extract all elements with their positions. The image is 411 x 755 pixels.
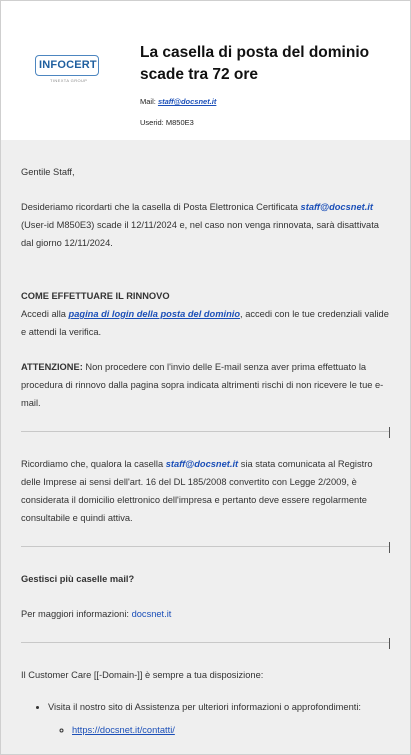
login-page-link[interactable]: pagina di login della posta del dominio xyxy=(68,309,241,319)
divider-tick xyxy=(389,542,390,553)
email-body xyxy=(1,140,410,739)
attention-paragraph xyxy=(21,358,390,412)
intro-text-1: Desideriamo ricordarti che la casella di Posta Elettronica Certificata xyxy=(21,202,301,212)
mail-line xyxy=(140,97,216,107)
renew-heading: COME EFFETTUARE IL RINNOVO xyxy=(21,291,170,301)
list-item xyxy=(72,721,390,739)
registro-text-2: sia stata comunicata al Registro delle Imprese ai sensi dell'art. 16 del DL 185/2008 convertito con Legge 2/2009, è considerata il domicilio elettronico dell'impresa e pertanto deve essere regolarmente consultabile e quindi attiva. xyxy=(21,459,373,523)
intro-paragraph xyxy=(21,198,390,252)
infocert-logo xyxy=(35,55,101,87)
email-header xyxy=(1,1,410,140)
list-item xyxy=(48,698,390,739)
userid-line xyxy=(140,118,194,128)
mail-label: Mail: xyxy=(140,97,156,106)
registro-email-link[interactable]: staff@docsnet.it xyxy=(165,459,239,469)
logo-text: INFOCERT xyxy=(39,59,97,71)
userid-value: M850E3 xyxy=(165,118,194,127)
registro-text-1: Ricordiamo che, qualora la casella xyxy=(21,459,166,469)
contacts-link[interactable]: https://docsnet.it/contatti/ xyxy=(72,725,175,735)
info-paragraph xyxy=(21,605,390,623)
renew-text-2: , accedi con le tue credenziali valide e attendi la verifica. xyxy=(21,309,389,337)
bullet-text: Visita il nostro sito di Assistenza per ulteriori informazioni o approfondimenti: xyxy=(48,702,361,712)
care-text: Il Customer Care [[-Domain-]] è sempre a tua disposizione: xyxy=(21,670,264,680)
registro-paragraph xyxy=(21,455,390,527)
greeting: Gentile Staff, xyxy=(21,167,75,177)
info-link[interactable]: docsnet.it xyxy=(131,609,172,619)
renew-text-1: Accedi alla xyxy=(21,309,69,319)
email-title: La casella di posta del dominio scade tra 72 ore xyxy=(140,44,370,83)
divider xyxy=(21,431,390,432)
logo-box xyxy=(35,55,99,76)
info-label: Per maggiori informazioni: xyxy=(21,609,132,619)
intro-email-link[interactable]: staff@docsnet.it xyxy=(300,202,373,212)
renew-paragraph xyxy=(21,287,390,341)
divider xyxy=(21,642,390,643)
divider-tick xyxy=(389,638,390,649)
divider xyxy=(21,546,390,547)
divider-tick xyxy=(389,427,390,438)
logo-subtext: TINEXTA GROUP xyxy=(50,78,88,83)
mail-link[interactable]: staff@docsnet.it xyxy=(157,97,217,106)
attention-label: ATTENZIONE: xyxy=(21,362,83,372)
attention-text: Non procedere con l'invio delle E-mail senza aver prima effettuato la procedura di rinnovo dalla pagina sopra indicata altrimenti rischi di non ricevere le tue e-mail. xyxy=(21,362,384,408)
manage-heading: Gestisci più caselle mail? xyxy=(21,574,135,584)
support-sublist xyxy=(48,721,390,739)
userid-label: Userid: xyxy=(140,118,164,127)
support-list xyxy=(21,698,390,739)
intro-text-2: (User-id M850E3) scade il 12/11/2024 e, nel caso non venga rinnovata, sarà disattivata dal giorno 12/11/2024. xyxy=(21,220,379,248)
